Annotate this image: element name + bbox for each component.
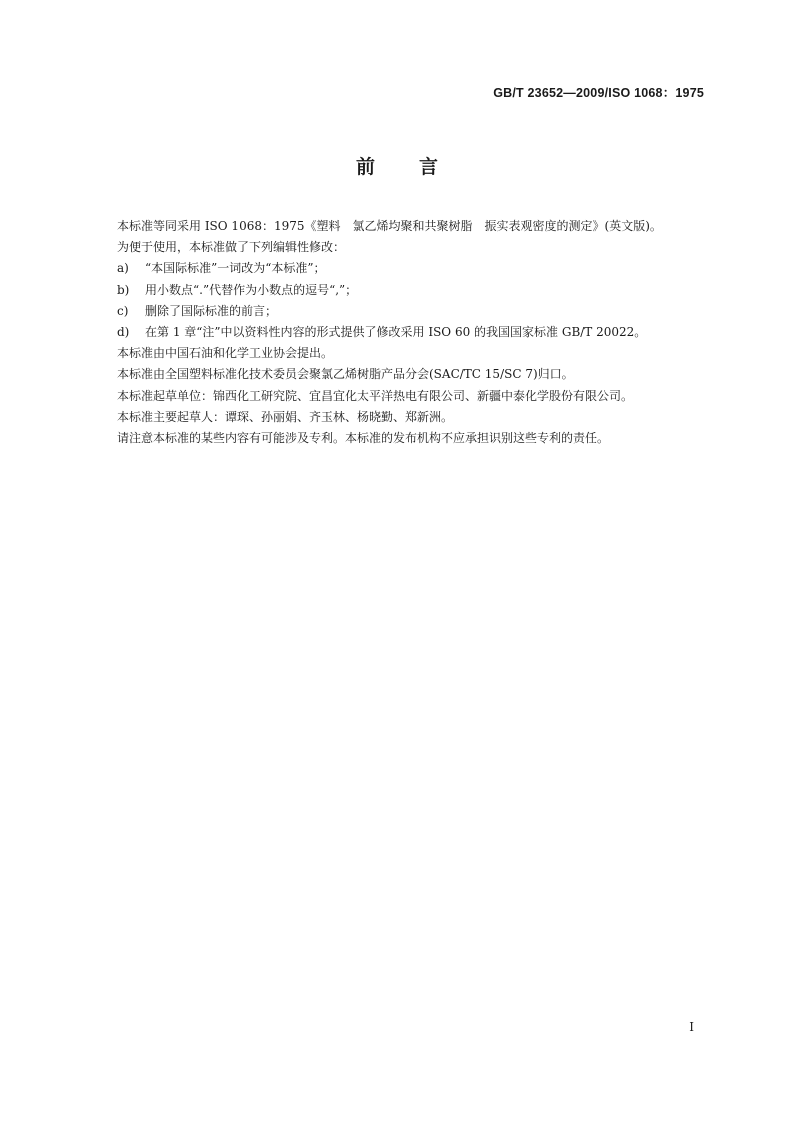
paragraph-adoption: 本标准等同采用 ISO 1068：1975《塑料 氯乙烯均聚和共聚树脂 振实表观密度的测定》(英文版)。	[117, 219, 662, 233]
list-marker: c)	[117, 303, 129, 318]
list-item	[117, 322, 717, 343]
page-number: I	[689, 1020, 694, 1034]
list-item-text: “本国际标准”一词改为“本标准”；	[145, 261, 326, 276]
list-marker: d)	[117, 324, 130, 339]
list-item-text: 用小数点“.”代替作为小数点的逗号“,”；	[145, 282, 358, 297]
list-item	[117, 258, 717, 279]
list-item	[117, 301, 717, 322]
paragraph-edits-intro: 为便于使用，本标准做了下列编辑性修改：	[117, 240, 346, 255]
list-item-text: 在第 1 章“注”中以资料性内容的形式提供了修改采用 ISO 60 的我国国家标准 GB/T 20022。	[145, 324, 647, 339]
paragraph-centralized-by: 本标准由全国塑料标准化技术委员会聚氯乙烯树脂产品分会(SAC/TC 15/SC 7)归口。	[117, 367, 574, 382]
list-item	[117, 280, 717, 301]
list-marker: b)	[117, 282, 130, 297]
standard-number: GB/T 23652—2009/ISO 1068：1975	[493, 86, 704, 100]
page-title: 前言	[355, 156, 482, 178]
paragraph-proposer: 本标准由中国石油和化学工业协会提出。	[117, 346, 334, 361]
paragraph-drafting-units: 本标准起草单位：锦西化工研究院、宜昌宜化太平洋热电有限公司、新疆中泰化学股份有限公司。	[117, 388, 634, 403]
list-marker: a)	[117, 261, 129, 276]
paragraph-patent-notice: 请注意本标准的某些内容有可能涉及专利。本标准的发布机构不应承担识别这些专利的责任。	[117, 430, 610, 445]
foreword-body	[117, 216, 717, 449]
list-item-text: 删除了国际标准的前言；	[145, 303, 278, 318]
paragraph-drafters: 本标准主要起草人：谭琛、孙丽娟、齐玉林、杨晓勤、郑新洲。	[117, 409, 454, 424]
